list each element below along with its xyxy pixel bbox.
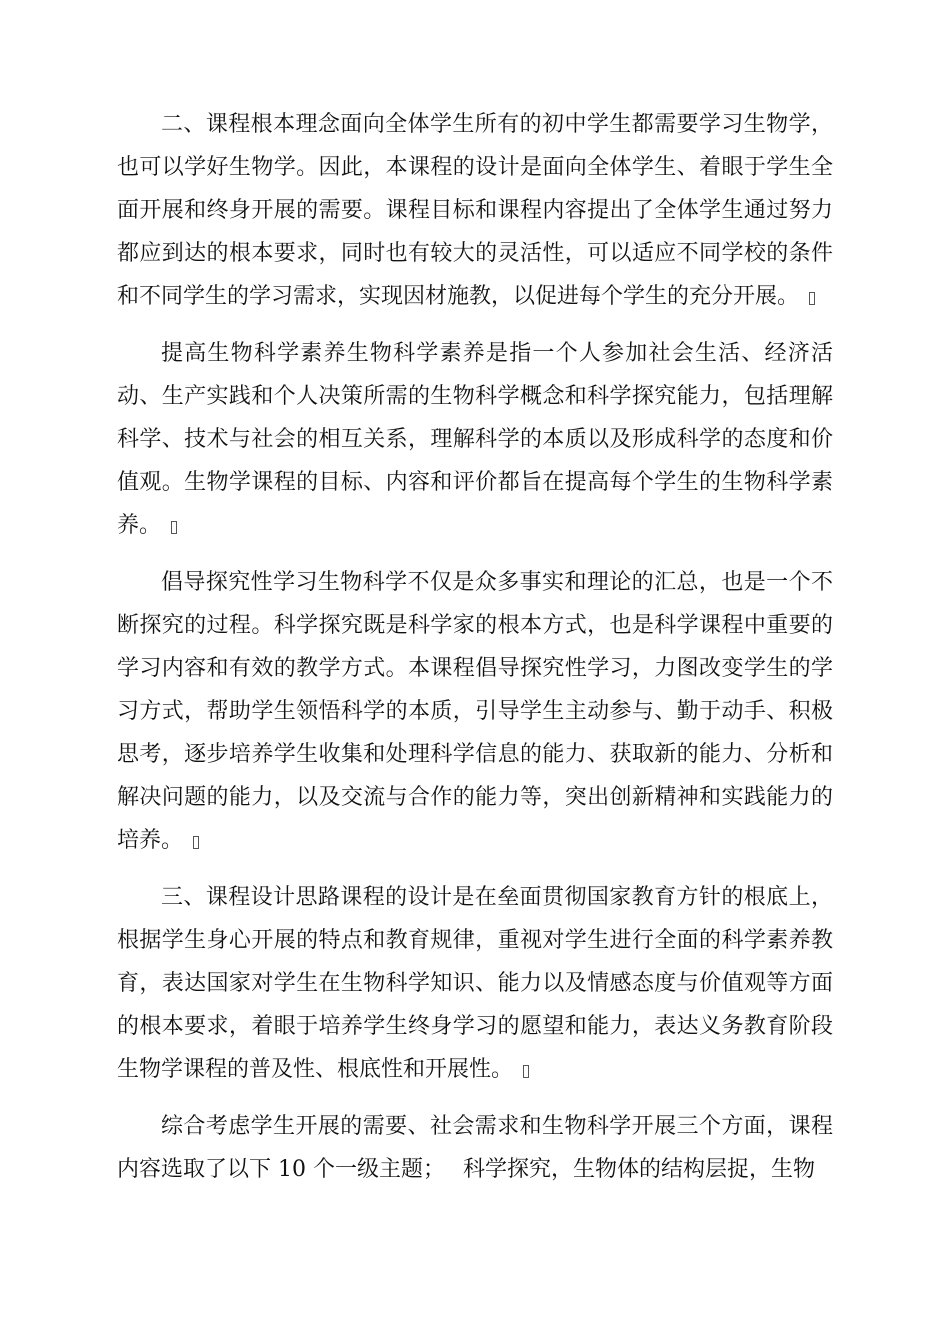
paragraph-4-text: 三、课程设计思路课程的设计是在垒面贯彻国家教育方针的根底上，根据学生身心开展的特点和教育规律，重视对学生进行全面的科学素养教育，表达国家对学生在生物科学知识、能力以及情感态度与价值观等方面的根本要求，着眼于培养学生终身学习的愿望和能力，表达义务教育阶段生物学课程的普及性、根底性和开展性。	[117, 885, 833, 1082]
paragraph-1	[117, 103, 833, 318]
paragraph-mark-icon	[809, 292, 815, 305]
paragraph-mark-icon	[523, 1065, 529, 1078]
paragraph-2	[117, 332, 833, 547]
document-body	[117, 103, 833, 1205]
paragraph-4	[117, 876, 833, 1091]
paragraph-5	[117, 1105, 833, 1191]
paragraph-2-text: 提高生物科学素养生物科学素养是指一个人参加社会生活、经济活动、生产实践和个人决策所需的生物科学概念和科学探究能力，包括理解科学、技术与社会的相互关系，理解科学的本质以及形成科学的态度和价值观。生物学课程的目标、内容和评价都旨在提高每个学生的生物科学素养。	[117, 341, 833, 538]
paragraph-3	[117, 561, 833, 862]
paragraph-mark-icon	[193, 836, 199, 849]
paragraph-mark-icon	[171, 521, 177, 534]
paragraph-5-text: 综合考虑学生开展的需要、社会需求和生物科学开展三个方面，课程内容选取了以下 10 个一级主题； 科学探究，生物体的结构层捉，生物	[117, 1114, 833, 1182]
paragraph-1-text: 二、课程根本理念面向全体学生所有的初中学生都需要学习生物学，也可以学好生物学。因此，本课程的设计是面向全体学生、着眼于学生全面开展和终身开展的需要。课程目标和课程内容提出了全体学生通过努力都应到达的根本要求，同时也有较大的灵活性，可以适应不同学校的条件和不同学生的学习需求，实现因材施教，以促进每个学生的充分开展。	[117, 112, 833, 309]
paragraph-3-text: 倡导探究性学习生物科学不仅是众多事实和理论的汇总，也是一个不断探究的过程。科学探究既是科学家的根本方式，也是科学课程中重要的学习内容和有效的教学方式。本课程倡导探究性学习，力图改变学生的学习方式，帮助学生领悟科学的本质，引导学生主动参与、勤于动手、积极思考，逐步培养学生收集和处理科学信息的能力、获取新的能力、分析和解决问题的能力，以及交流与合作的能力等，突出创新精神和实践能力的培养。	[117, 570, 833, 853]
